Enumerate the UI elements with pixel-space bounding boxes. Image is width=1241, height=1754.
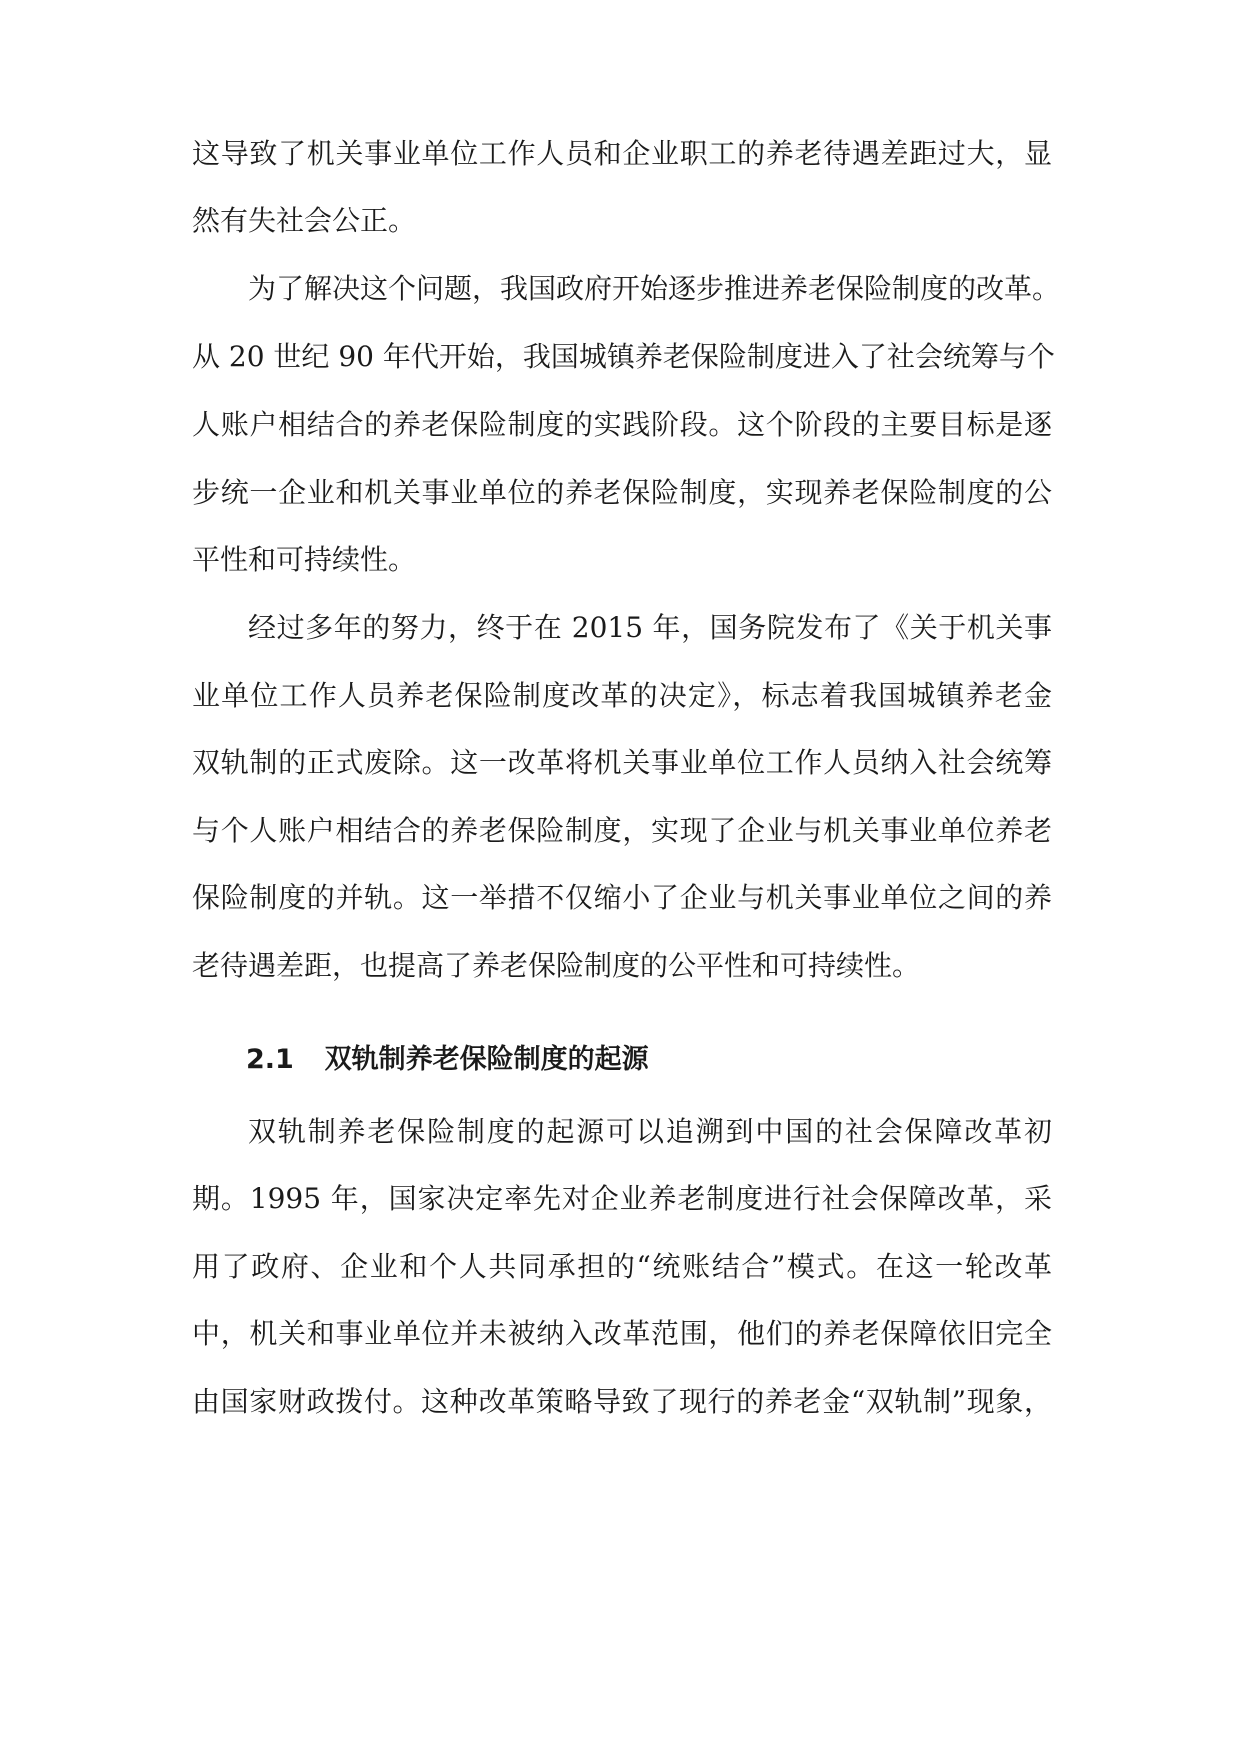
section-title: 双轨制养老保险制度的起源 [324,1044,649,1075]
text-line: 由国家财政拨付。这种改革策略导致了现行的养老金“双轨制”现象， [192,1385,1052,1418]
text-line: 老待遇差距，也提高了养老保险制度的公平性和可持续性。 [192,949,921,982]
text-line: 业单位工作人员养老保险制度改革的决定》，标志着我国城镇养老金 [192,679,1052,712]
text-line: 保险制度的并轨。这一举措不仅缩小了企业与机关事业单位之间的养 [192,881,1052,914]
section-heading [246,1040,649,1080]
text-line: 双轨制养老保险制度的起源可以追溯到中国的社会保障改革初 [248,1115,1052,1148]
text-line: 这导致了机关事业单位工作人员和企业职工的养老待遇差距过大，显 [192,137,1052,170]
text-line: 期。1995 年，国家决定率先对企业养老制度进行社会保障改革，采 [192,1182,1052,1215]
text-line: 从 20 世纪 90 年代开始，我国城镇养老保险制度进入了社会统筹与个 [192,340,1055,373]
text-line: 步统一企业和机关事业单位的养老保险制度，实现养老保险制度的公 [192,476,1052,509]
text-line: 人账户相结合的养老保险制度的实践阶段。这个阶段的主要目标是逐 [192,408,1052,441]
section-number: 2.1 [246,1044,294,1075]
text-line: 为了解决这个问题，我国政府开始逐步推进养老保险制度的改革。 [248,272,1061,305]
text-line: 经过多年的努力，终于在 2015 年，国务院发布了《关于机关事 [248,611,1052,644]
text-line: 双轨制的正式废除。这一改革将机关事业单位工作人员纳入社会统筹 [192,746,1052,779]
text-line: 平性和可持续性。 [192,543,417,576]
text-line: 用了政府、企业和个人共同承担的“统账结合”模式。在这一轮改革 [192,1250,1052,1283]
text-line: 与个人账户相结合的养老保险制度，实现了企业与机关事业单位养老 [192,814,1052,847]
text-line: 中，机关和事业单位并未被纳入改革范围，他们的养老保障依旧完全 [192,1317,1052,1350]
text-line: 然有失社会公正。 [192,204,417,237]
